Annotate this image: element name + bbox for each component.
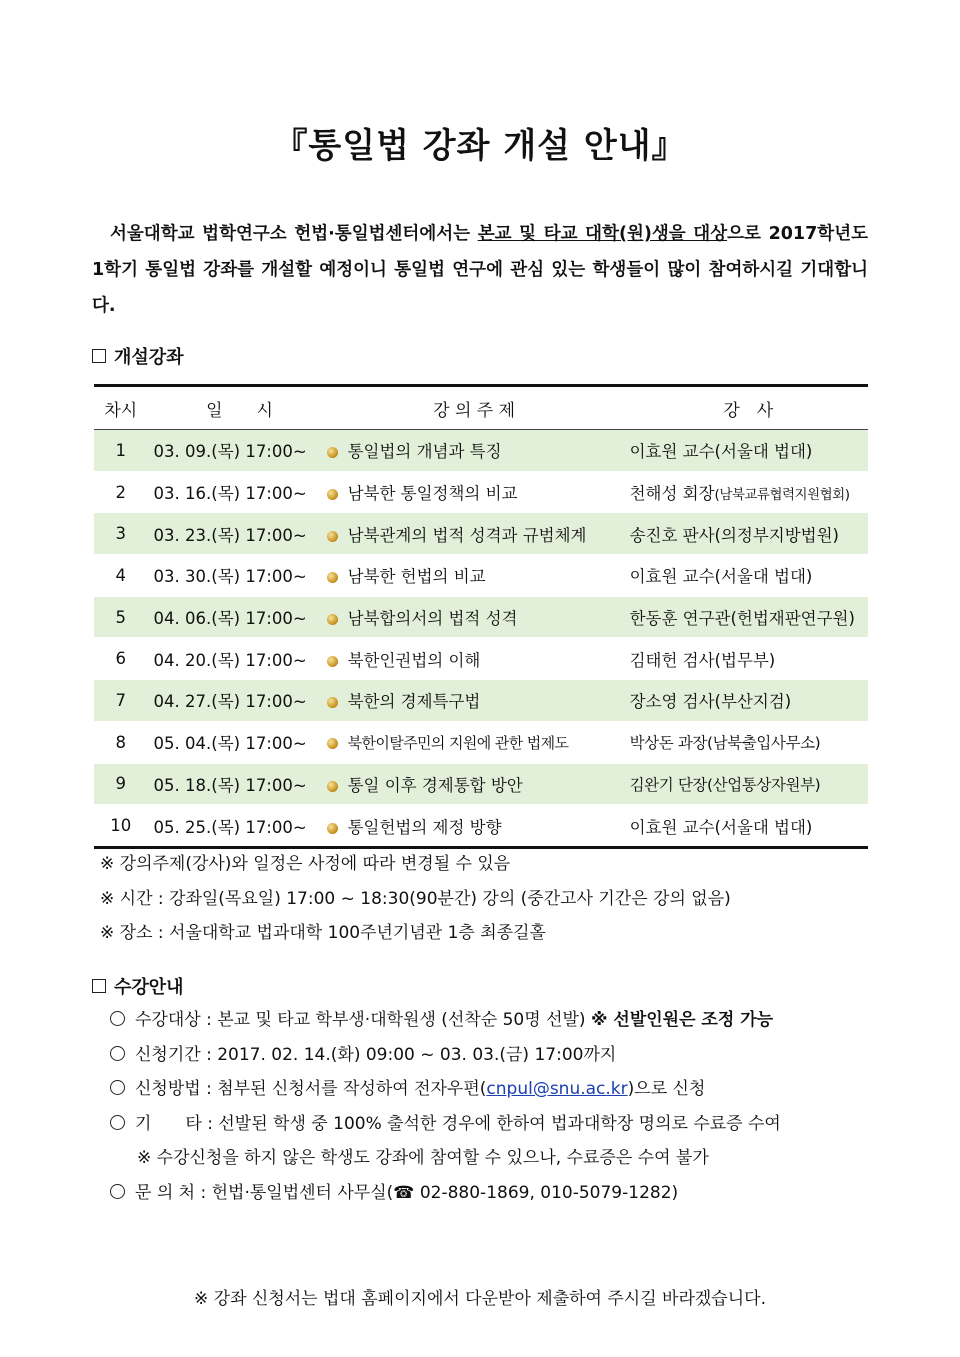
- guide-item-contact: [110, 1176, 781, 1211]
- bullet-icon: [327, 738, 338, 749]
- topic-text: 통일 이후 경제통합 방안: [347, 775, 523, 795]
- bullet-icon: [327, 823, 338, 834]
- row-no: 4: [94, 555, 148, 597]
- table-row: [94, 555, 868, 597]
- topic-text: 남북한 통일정책의 비교: [347, 484, 518, 504]
- row-topic: [327, 471, 622, 513]
- row-lecturer: 이효원 교수(서울대 법대): [622, 555, 868, 597]
- row-no: 5: [94, 596, 148, 638]
- section-label: 개설강좌: [114, 347, 184, 368]
- row-topic: [327, 596, 622, 638]
- guide-item-period: [110, 1038, 781, 1073]
- section-label: 수강안내: [114, 977, 184, 998]
- row-no: 10: [94, 805, 148, 848]
- table-row: [94, 763, 868, 805]
- row-topic: [327, 763, 622, 805]
- page-title: 『통일법 강좌 개설 안내』: [273, 126, 687, 166]
- row-topic: [327, 721, 622, 763]
- header-topic: 강 의 주 제: [327, 386, 622, 430]
- table-row: [94, 680, 868, 722]
- guide-text: 신청기간 : 2017. 02. 14.(화) 09:00 ~ 03. 03.(금) 17:00까지: [135, 1044, 617, 1065]
- guide-item-etc-note: ※ 수강신청을 하지 않은 학생도 강좌에 참여할 수 있으나, 수료증은 수여 불가: [137, 1148, 709, 1168]
- topic-text: 북한인권법의 이해: [347, 650, 481, 670]
- row-lecturer: 이효원 교수(서울대 법대): [622, 430, 868, 472]
- row-lecturer: [622, 763, 868, 805]
- row-no: 2: [94, 471, 148, 513]
- row-no: 8: [94, 721, 148, 763]
- header-date: 일 시: [148, 386, 327, 430]
- note-item: ※ 강의주제(강사)와 일정은 사정에 따라 변경될 수 있음: [100, 854, 511, 874]
- table-row: [94, 430, 868, 472]
- row-topic: [327, 680, 622, 722]
- note-item: ※ 장소 : 서울대학교 법과대학 100주년기념관 1층 최종길홀: [100, 923, 546, 943]
- bullet-icon: [327, 656, 338, 667]
- intro-text-1: 서울대학교 법학연구소 헌법·통일법센터에서는: [110, 224, 478, 244]
- bullet-icon: [327, 781, 338, 792]
- guide-text: 문 의 처 : 헌법·통일법센터 사무실(☎ 02-880-1869, 010-5079-1282): [135, 1182, 679, 1203]
- circle-bullet-icon: [110, 1011, 125, 1026]
- row-date: 03. 09.(목) 17:00~: [148, 430, 327, 472]
- lecture-table: [94, 384, 868, 849]
- guide-item-target: [110, 1003, 781, 1038]
- row-topic: [327, 430, 622, 472]
- row-lecturer: [622, 721, 868, 763]
- lecturer-text: 김완기 단장(산업통상자원부): [629, 775, 821, 794]
- row-no: 9: [94, 763, 148, 805]
- row-lecturer: 이효원 교수(서울대 법대): [622, 805, 868, 848]
- row-date: 05. 25.(목) 17:00~: [148, 805, 327, 848]
- header-no: 차시: [94, 386, 148, 430]
- row-lecturer: [622, 471, 868, 513]
- intro-text-2: 으로 2017학년도 1학기 통일법 강좌를 개설할 예정이니 통일법 연구에 관심 있는 학생들이 많이 참여하시길 기대합니다.: [92, 224, 868, 316]
- table-row: [94, 596, 868, 638]
- row-topic: [327, 805, 622, 848]
- guide-list: [110, 1003, 781, 1210]
- guide-item-etc: [110, 1107, 781, 1142]
- row-date: 04. 06.(목) 17:00~: [148, 596, 327, 638]
- circle-bullet-icon: [110, 1046, 125, 1061]
- bullet-icon: [327, 572, 338, 583]
- intro-underline: 본교 및 타교 대학(원)생을 대상: [477, 224, 728, 244]
- guide-text: 기 타 : 선발된 학생 중 100% 출석한 경우에 한하여 법과대학장 명의로 수료증 수여: [135, 1113, 781, 1134]
- guide-bold-note: ※ 선발인원은 조정 가능: [590, 1010, 774, 1030]
- bullet-icon: [327, 614, 338, 625]
- lecturer-text: 박상돈 과장(남북출입사무소): [629, 734, 821, 753]
- table-header-row: [94, 386, 868, 430]
- bullet-icon: [327, 697, 338, 708]
- row-topic: [327, 555, 622, 597]
- circle-bullet-icon: [110, 1080, 125, 1095]
- row-topic: [327, 638, 622, 680]
- row-no: 7: [94, 680, 148, 722]
- row-lecturer: 장소영 검사(부산지검): [622, 680, 868, 722]
- table-row: [94, 513, 868, 555]
- circle-bullet-icon: [110, 1115, 125, 1130]
- circle-bullet-icon: [110, 1184, 125, 1199]
- section-header-courses: [92, 343, 184, 369]
- topic-text: 남북한 헌법의 비교: [347, 567, 486, 587]
- row-no: 3: [94, 513, 148, 555]
- row-date: 03. 30.(목) 17:00~: [148, 555, 327, 597]
- row-lecturer: 김태헌 검사(법무부): [622, 638, 868, 680]
- row-lecturer: 한동훈 연구관(헌법재판연구원): [622, 596, 868, 638]
- row-date: 05. 04.(목) 17:00~: [148, 721, 327, 763]
- lecturer-org: (남북교류협력지원협회): [714, 487, 850, 504]
- guide-text: 신청방법 : 첨부된 신청서를 작성하여 전자우편(: [135, 1079, 487, 1099]
- row-date: 05. 18.(목) 17:00~: [148, 763, 327, 805]
- row-date: 04. 20.(목) 17:00~: [148, 638, 327, 680]
- topic-text: 통일법의 개념과 특징: [347, 442, 502, 462]
- bullet-icon: [327, 489, 338, 500]
- topic-text: 북한이탈주민의 지원에 관한 법제도: [347, 733, 569, 752]
- guide-item-method: [110, 1072, 781, 1107]
- row-date: 03. 23.(목) 17:00~: [148, 513, 327, 555]
- guide-text: )으로 신청: [627, 1079, 706, 1099]
- bullet-icon: [327, 531, 338, 542]
- topic-text: 통일헌법의 제정 방향: [347, 817, 502, 837]
- notes-list: [100, 847, 731, 951]
- table-row: [94, 805, 868, 848]
- table-row: [94, 471, 868, 513]
- row-topic: [327, 513, 622, 555]
- topic-text: 남북관계의 법적 성격과 규범체계: [347, 525, 587, 545]
- row-lecturer: 송진호 판사(의정부지방법원): [622, 513, 868, 555]
- footer-note: ※ 강좌 신청서는 법대 홈페이지에서 다운받아 제출하여 주시길 바라겠습니다.: [194, 1289, 766, 1309]
- row-date: 03. 16.(목) 17:00~: [148, 471, 327, 513]
- intro-paragraph: [92, 216, 868, 324]
- topic-text: 남북합의서의 법적 성격: [347, 609, 518, 629]
- row-no: 6: [94, 638, 148, 680]
- row-no: 1: [94, 430, 148, 472]
- row-date: 04. 27.(목) 17:00~: [148, 680, 327, 722]
- section-header-guide: [92, 973, 184, 999]
- guide-text: 수강대상 : 본교 및 타교 학부생·대학원생 (선착순 50명 선발): [135, 1010, 591, 1030]
- email-link[interactable]: cnpul@snu.ac.kr: [486, 1079, 628, 1099]
- lecturer-text: 천해성 회장: [629, 484, 715, 504]
- topic-text: 북한의 경제특구법: [347, 692, 481, 712]
- checkbox-square-icon: [92, 349, 106, 363]
- table-row: [94, 638, 868, 680]
- checkbox-square-icon: [92, 979, 106, 993]
- note-item: ※ 시간 : 강좌일(목요일) 17:00 ~ 18:30(90분간) 강의 (중간고사 기간은 강의 없음): [100, 888, 731, 909]
- header-lecturer: 강 사: [622, 386, 868, 430]
- table-row: [94, 721, 868, 763]
- bullet-icon: [327, 447, 338, 458]
